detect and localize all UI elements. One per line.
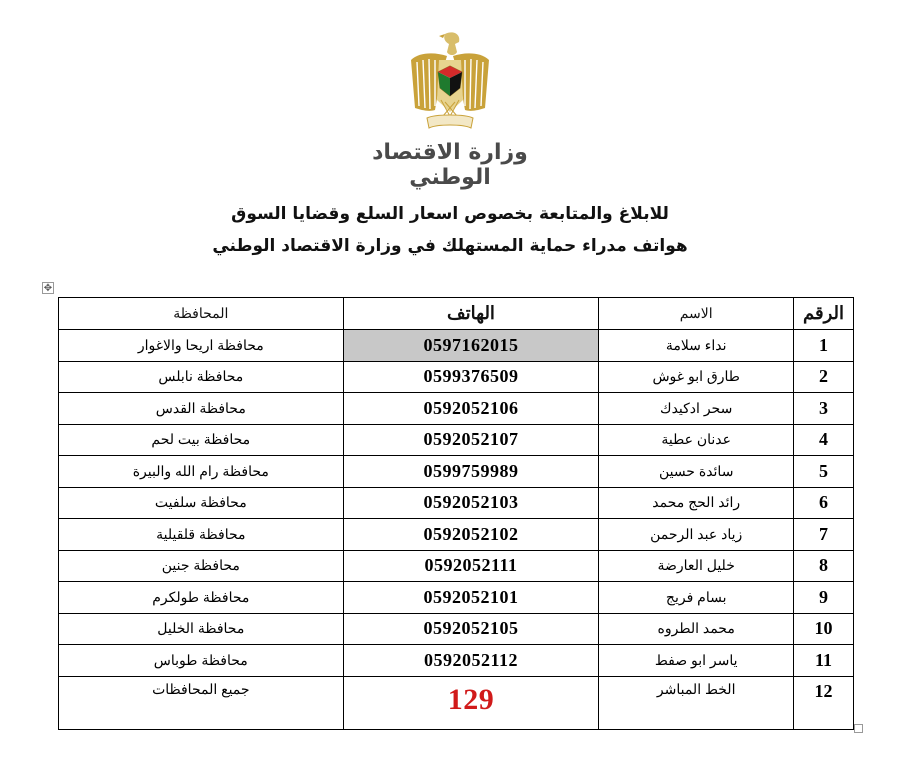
governorate: محافظة القدس	[59, 393, 344, 425]
governorate: جميع المحافظات	[59, 676, 344, 729]
phone-number: 0597162015	[343, 330, 599, 362]
manager-name: ياسر ابو صفط	[599, 645, 794, 677]
manager-name: سائدة حسين	[599, 456, 794, 488]
row-number: 12	[794, 676, 854, 729]
governorate: محافظة اريحا والاغوار	[59, 330, 344, 362]
table-row	[59, 424, 854, 456]
row-number: 1	[794, 330, 854, 362]
table-row	[59, 613, 854, 645]
table-row	[59, 456, 854, 488]
phone-number: 0592052111	[343, 550, 599, 582]
governorate: محافظة سلفيت	[59, 487, 344, 519]
phone-number: 0592052105	[343, 613, 599, 645]
governorate: محافظة بيت لحم	[59, 424, 344, 456]
governorate: محافظة رام الله والبيرة	[59, 456, 344, 488]
governorate: محافظة نابلس	[59, 361, 344, 393]
column-header-phone: الهاتف	[343, 298, 599, 330]
table-row	[59, 330, 854, 362]
table-row	[59, 550, 854, 582]
document-title-line-1: للابلاغ والمتابعة بخصوص اسعار السلع وقضايا السوق	[231, 204, 669, 224]
row-number: 11	[794, 645, 854, 677]
manager-name: عدنان عطية	[599, 424, 794, 456]
governorate: محافظة جنين	[59, 550, 344, 582]
document-title-line-2: هواتف مدراء حماية المستهلك في وزارة الاقتصاد الوطني	[212, 236, 688, 256]
row-number: 6	[794, 487, 854, 519]
governorate: محافظة قلقيلية	[59, 519, 344, 551]
table-row	[59, 393, 854, 425]
table-move-handle-icon[interactable]: ✥	[43, 283, 53, 294]
manager-name: خليل العارضة	[599, 550, 794, 582]
phone-number: 0592052103	[343, 487, 599, 519]
phone-number: 0592052107	[343, 424, 599, 456]
table-row	[59, 519, 854, 551]
table-row	[59, 645, 854, 677]
row-number: 7	[794, 519, 854, 551]
table-row-hotline	[59, 676, 854, 729]
manager-name: زياد عبد الرحمن	[599, 519, 794, 551]
governorate: محافظة طوباس	[59, 645, 344, 677]
palestine-eagle-emblem	[405, 30, 495, 142]
manager-name: رائد الحج محمد	[599, 487, 794, 519]
hotline-label: الخط المباشر	[599, 676, 794, 729]
phone-number: 0599376509	[343, 361, 599, 393]
row-number: 9	[794, 582, 854, 614]
row-number: 4	[794, 424, 854, 456]
row-number: 3	[794, 393, 854, 425]
governorate: محافظة طولكرم	[59, 582, 344, 614]
row-number: 10	[794, 613, 854, 645]
column-header-governorate: المحافظة	[59, 298, 344, 330]
column-header-name: الاسم	[599, 298, 794, 330]
contacts-table	[58, 297, 854, 730]
manager-name: سحر ادكيدك	[599, 393, 794, 425]
governorate: محافظة الخليل	[59, 613, 344, 645]
manager-name: نداء سلامة	[599, 330, 794, 362]
table-header-row	[59, 298, 854, 330]
phone-number: 0592052102	[343, 519, 599, 551]
ministry-name: وزارة الاقتصاد الوطني	[372, 140, 528, 190]
column-header-number: الرقم	[794, 298, 854, 330]
phone-number: 0599759989	[343, 456, 599, 488]
table-resize-handle[interactable]	[854, 724, 863, 733]
row-number: 2	[794, 361, 854, 393]
phone-number: 0592052106	[343, 393, 599, 425]
manager-name: محمد الطروه	[599, 613, 794, 645]
phone-number: 0592052101	[343, 582, 599, 614]
table-row	[59, 487, 854, 519]
manager-name: طارق ابو غوش	[599, 361, 794, 393]
phone-number: 0592052112	[343, 645, 599, 677]
hotline-number: 129	[343, 676, 599, 729]
row-number: 5	[794, 456, 854, 488]
manager-name: بسام فريج	[599, 582, 794, 614]
row-number: 8	[794, 550, 854, 582]
table-row	[59, 582, 854, 614]
table-row	[59, 361, 854, 393]
